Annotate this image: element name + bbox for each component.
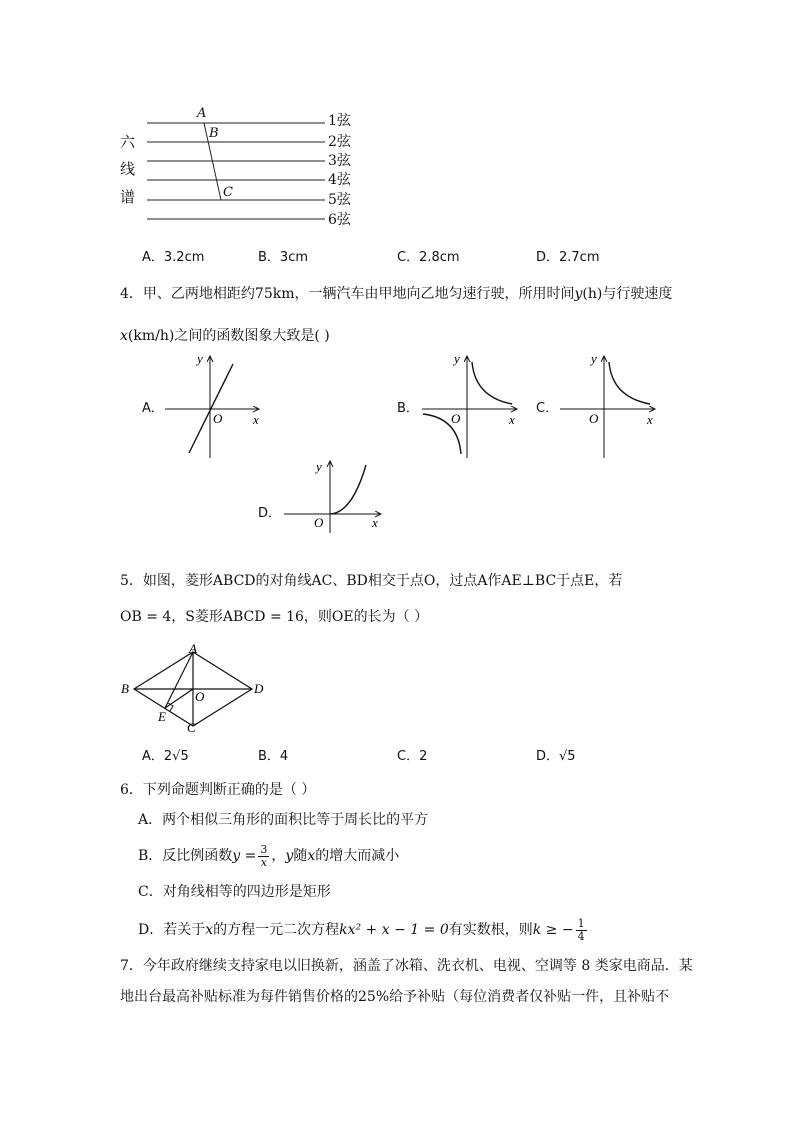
svg-text:x: x xyxy=(372,515,378,530)
origin-label: O xyxy=(213,411,223,426)
q4-graph-b[interactable] xyxy=(420,350,525,460)
q6-option-d[interactable]: D．若关于x的方程一元二次方程kx² + x − 1 = 0有实数根，则k ≥ − $\frac{1}{4}$ xyxy=(138,916,585,943)
q6-option-b[interactable]: B．反比例函数y = $\frac{3}{x}$ ，y随x的增大而减小 xyxy=(138,842,400,869)
side-label-1: 六 xyxy=(120,133,136,151)
label-d: D xyxy=(254,681,264,696)
fraction-3-over-x: $\frac{3}{x}$ xyxy=(260,842,268,869)
q5-rhombus-figure xyxy=(115,640,275,735)
svg-text:y: y xyxy=(454,351,460,366)
q3-figure xyxy=(115,105,375,235)
q5-option-b[interactable]: B．4 xyxy=(258,749,289,764)
string-6: 6弦 xyxy=(328,212,351,228)
side-label-3: 谱 xyxy=(120,188,136,206)
q5-stem-line2: OB = 4，S菱形ABCD = 16，则OE的长为（ ） xyxy=(120,609,429,625)
q4-option-b[interactable]: B． xyxy=(397,401,419,416)
string-5: 5弦 xyxy=(328,192,351,208)
svg-text:x: x xyxy=(509,412,515,427)
q4-option-a[interactable]: A． xyxy=(142,401,164,416)
label-o: O xyxy=(195,689,205,704)
q6-option-a[interactable]: A．两个相似三角形的面积比等于周长比的平方 xyxy=(138,812,429,828)
q3-option-a[interactable]: A．3.2cm xyxy=(142,250,205,265)
svg-text:O: O xyxy=(451,411,461,426)
q6-option-c[interactable]: C．对角线相等的四边形是矩形 xyxy=(138,884,331,900)
label-c: C xyxy=(187,720,196,735)
q5-stem-line1: 5．如图，菱形ABCD的对角线AC、BD相交于点O，过点A作AE⊥BC于点E，若 xyxy=(120,573,623,589)
label-e: E xyxy=(158,709,166,724)
axis-x-label: x xyxy=(253,412,259,427)
string-4: 4弦 xyxy=(328,172,351,188)
point-a: A xyxy=(197,106,207,121)
svg-text:y: y xyxy=(316,459,322,474)
label-a: A xyxy=(189,641,197,656)
string-2: 2弦 xyxy=(328,134,351,150)
q4-stem-line2: x(km/h)之间的函数图象大致是( ) xyxy=(120,328,330,344)
q5-option-c[interactable]: C．2 xyxy=(397,749,428,764)
svg-text:x: x xyxy=(647,412,653,427)
q4-stem-line1: 4．甲、乙两地相距约75km，一辆汽车由甲地向乙地匀速行驶，所用时间y(h)与行驶速度 xyxy=(120,286,673,302)
q3-option-d[interactable]: D．2.7cm xyxy=(536,250,600,265)
q3-option-c[interactable]: C．2.8cm xyxy=(397,250,460,265)
q5-option-a[interactable]: A．2√5 xyxy=(142,749,189,764)
q4-graph-a[interactable] xyxy=(163,350,273,460)
point-c: C xyxy=(223,185,233,200)
q7-line2: 地出台最高补贴标准为每件销售价格的25%给予补贴（每位消费者仅补贴一件，且补贴不 xyxy=(120,989,670,1005)
svg-text:O: O xyxy=(314,515,324,530)
q6-stem: 6．下列命题判断正确的是（ ） xyxy=(120,782,316,798)
label-b: B xyxy=(121,681,129,696)
axis-y-label: y xyxy=(197,351,203,366)
fraction-1-over-4: $\frac{1}{4}$ xyxy=(577,916,585,943)
q3-option-b[interactable]: B．3cm xyxy=(258,250,309,265)
point-b: B xyxy=(209,126,219,141)
q4-option-c[interactable]: C． xyxy=(536,401,559,416)
q4-option-d[interactable]: D． xyxy=(258,506,282,521)
q4-graph-d[interactable] xyxy=(282,455,392,535)
q7-line1: 7．今年政府继续支持家电以旧换新，涵盖了冰箱、洗衣机、电视、空调等 8 类家电商品．某 xyxy=(120,958,693,974)
q5-option-d[interactable]: D．√5 xyxy=(536,749,576,764)
string-3: 3弦 xyxy=(328,153,351,169)
string-1: 1弦 xyxy=(328,113,351,129)
svg-text:y: y xyxy=(591,351,597,366)
svg-text:O: O xyxy=(589,411,599,426)
side-label-2: 线 xyxy=(120,160,136,178)
q4-graph-c[interactable] xyxy=(558,350,663,460)
